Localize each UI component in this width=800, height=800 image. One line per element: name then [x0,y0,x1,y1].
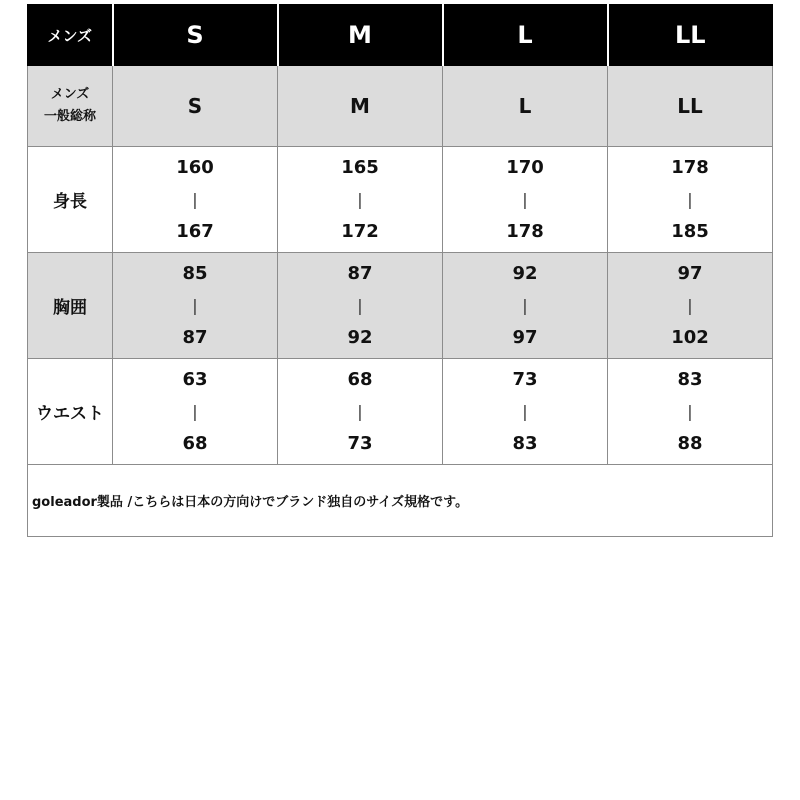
range-min: 178 [671,156,709,178]
range-min: 73 [512,368,538,390]
size-table [27,4,773,465]
table-cell [278,253,443,359]
table-cell [113,253,278,359]
range-min: 68 [347,368,373,390]
range-max: 97 [512,326,538,348]
header-size-m: M [278,5,443,66]
header-label: メンズ [28,5,113,66]
table-cell [113,359,278,465]
header-size-l: L [443,5,608,66]
table-cell [443,147,608,253]
general-size-ll: LL [608,66,773,147]
range-separator: | [687,295,693,315]
table-cell [278,359,443,465]
general-size-row [28,66,773,147]
range-max: 83 [512,432,538,454]
table-cell [608,359,773,465]
range-min: 97 [677,262,703,284]
range-separator: | [687,189,693,209]
range-separator: | [357,189,363,209]
range-max: 87 [182,326,208,348]
range-separator: | [192,401,198,421]
range-min: 85 [182,262,208,284]
range-max: 185 [671,220,709,242]
table-cell [443,253,608,359]
range-max: 68 [182,432,208,454]
range-separator: | [522,295,528,315]
table-row [28,253,773,359]
range-min: 165 [341,156,379,178]
range-min: 63 [182,368,208,390]
range-min: 87 [347,262,373,284]
range-separator: | [522,189,528,209]
range-min: 160 [176,156,214,178]
header-size-s: S [113,5,278,66]
range-max: 88 [677,432,703,454]
table-cell [608,147,773,253]
table-cell [278,147,443,253]
header-row [28,5,773,66]
row-label-height: 身長 [28,147,113,253]
range-max: 167 [176,220,214,242]
size-chart [27,4,773,537]
size-note: goleador製品 /こちらは日本の方向けでブランド独自のサイズ規格です。 [27,465,773,537]
range-min: 83 [677,368,703,390]
table-cell [608,253,773,359]
range-max: 73 [347,432,373,454]
range-max: 178 [506,220,544,242]
range-max: 102 [671,326,709,348]
range-separator: | [522,401,528,421]
table-row [28,147,773,253]
range-separator: | [192,189,198,209]
table-cell [443,359,608,465]
general-size-l: L [443,66,608,147]
header-size-ll: LL [608,5,773,66]
range-separator: | [192,295,198,315]
range-separator: | [357,295,363,315]
general-size-m: M [278,66,443,147]
general-label-line1: メンズ [50,87,90,102]
general-label-line2: 一般総称 [43,109,96,124]
row-label-chest: 胸囲 [28,253,113,359]
range-max: 172 [341,220,379,242]
row-label-waist: ウエスト [28,359,113,465]
general-label [28,66,113,147]
range-separator: | [687,401,693,421]
range-min: 92 [512,262,538,284]
range-min: 170 [506,156,544,178]
table-cell [113,147,278,253]
range-separator: | [357,401,363,421]
table-row [28,359,773,465]
general-size-s: S [113,66,278,147]
range-max: 92 [347,326,373,348]
